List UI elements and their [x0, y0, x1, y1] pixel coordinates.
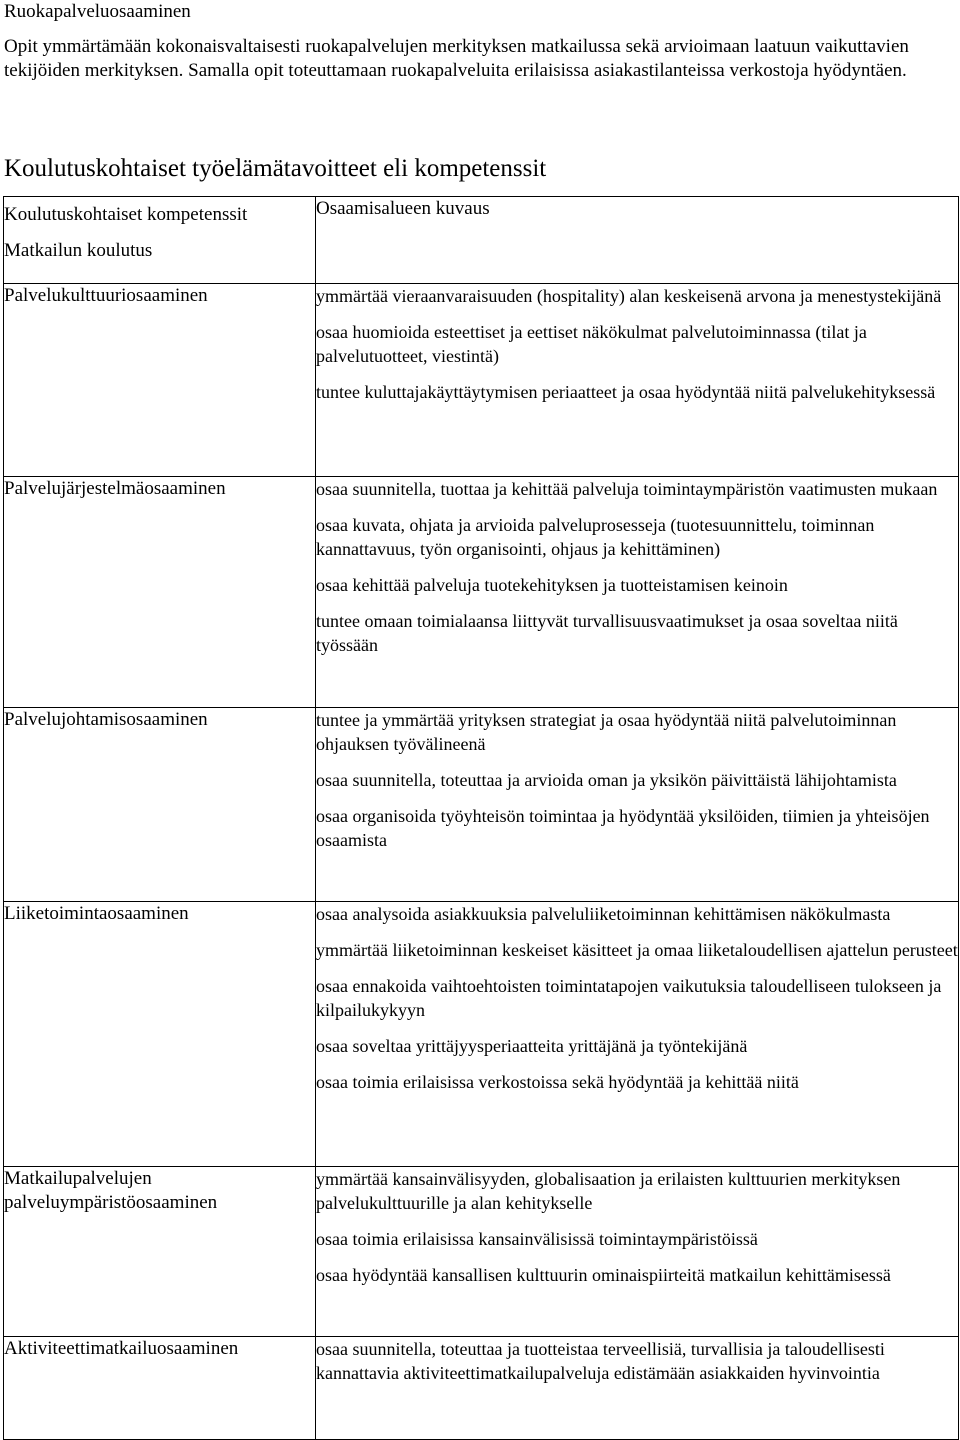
- competence-descriptions: [316, 1337, 959, 1440]
- competence-name: Palvelujohtamisosaaminen: [4, 708, 316, 902]
- section-heading: Koulutuskohtaiset työelämätavoitteet eli kompetenssit: [4, 155, 547, 182]
- competence-name: Matkailupalvelujen palveluympäristöosaaminen: [4, 1167, 316, 1337]
- competence-descriptions: [316, 708, 959, 902]
- table-row: [4, 708, 959, 902]
- description-item: osaa suunnitella, toteuttaa ja arvioida oman ja yksikön päivittäistä lähijohtamista: [316, 770, 897, 790]
- description-item: tuntee ja ymmärtää yrityksen strategiat ja osaa hyödyntää niitä palvelutoiminnan ohjauksen työvälineenä: [316, 710, 897, 754]
- description-item: osaa kehittää palveluja tuotekehityksen ja tuotteistamisen keinoin: [316, 575, 788, 595]
- table-row: [4, 1337, 959, 1440]
- description-item: osaa kuvata, ohjata ja arvioida palveluprosesseja (tuotesuunnittelu, toiminnan kannattavuus, työn organisointi, ohjaus ja kehittäminen): [316, 515, 875, 559]
- description-item: osaa hyödyntää kansallisen kulttuurin ominaispiirteitä matkailun kehittämisessä: [316, 1265, 891, 1285]
- competence-name: Aktiviteettimatkailuosaaminen: [4, 1337, 316, 1440]
- table-row: [4, 1167, 959, 1337]
- description-item: osaa huomioida esteettiset ja eettiset näkökulmat palvelutoiminnassa (tilat ja palvelutuotteet, viestintä): [316, 322, 867, 366]
- table-row: [4, 902, 959, 1167]
- table-row: [4, 477, 959, 708]
- competence-name: Liiketoimintaosaaminen: [4, 902, 316, 1167]
- header-competences-label: Koulutuskohtaiset kompetenssit: [4, 204, 248, 225]
- description-item: ymmärtää kansainvälisyyden, globalisaation ja erilaisten kulttuurien merkityksen palvelukulttuurille ja alan kehitykselle: [316, 1169, 901, 1213]
- competence-descriptions: [316, 902, 959, 1167]
- header-education-label: Matkailun koulutus: [4, 240, 153, 261]
- description-item: osaa organisoida työyhteisön toimintaa ja hyödyntää yksilöiden, tiimien ja yhteisöjen osaamista: [316, 806, 930, 850]
- competence-descriptions: [316, 477, 959, 708]
- competence-name: Palvelujärjestelmäosaaminen: [4, 477, 316, 708]
- description-item: osaa ennakoida vaihtoehtoisten toimintatapojen vaikutuksia taloudelliseen tulokseen ja kilpailukykyyn: [316, 976, 942, 1020]
- header-description-label: Osaamisalueen kuvaus: [316, 197, 959, 284]
- competence-name: Palvelukulttuuriosaaminen: [4, 284, 316, 477]
- page-title: Ruokapalveluosaaminen: [4, 1, 191, 22]
- description-item: osaa toimia erilaisissa verkostoissa sekä hyödyntää ja kehittää niitä: [316, 1072, 799, 1092]
- description-item: osaa suunnitella, tuottaa ja kehittää palveluja toimintaympäristön vaatimusten mukaan: [316, 479, 938, 499]
- intro-paragraph: Opit ymmärtämään kokonaisvaltaisesti ruokapalvelujen merkityksen matkailussa sekä arvioimaan laatuun vaikuttavien tekijöiden merkityksen. Samalla opit toteuttamaan ruokapalveluita erilaisissa asiakastilanteissa verkostoja hyödyntäen.: [4, 36, 909, 81]
- competence-table: [3, 196, 959, 1440]
- description-item: osaa analysoida asiakkuuksia palveluliiketoiminnan kehittämisen näkökulmasta: [316, 904, 891, 924]
- table-header-row: [4, 197, 959, 284]
- competence-descriptions: [316, 284, 959, 477]
- description-item: tuntee kuluttajakäyttäytymisen periaatteet ja osaa hyödyntää niitä palvelukehityksessä: [316, 382, 936, 402]
- description-item: tuntee omaan toimialaansa liittyvät turvallisuusvaatimukset ja osaa soveltaa niitä työssään: [316, 611, 898, 655]
- table-row: [4, 284, 959, 477]
- description-item: osaa toimia erilaisissa kansainvälisissä toimintaympäristöissä: [316, 1229, 758, 1249]
- description-item: osaa suunnitella, toteuttaa ja tuotteistaa terveellisiä, turvallisia ja taloudellisesti kannattavia aktiviteettimatkailupalveluja edistämään asiakkaiden hyvinvointia: [316, 1339, 885, 1383]
- description-item: ymmärtää liiketoiminnan keskeiset käsitteet ja omaa liiketaloudellisen ajattelun perusteet: [316, 940, 958, 960]
- competence-descriptions: [316, 1167, 959, 1337]
- description-item: osaa soveltaa yrittäjyysperiaatteita yrittäjänä ja työntekijänä: [316, 1036, 748, 1056]
- header-left-cell: [4, 197, 316, 284]
- description-item: ymmärtää vieraanvaraisuuden (hospitality) alan keskeisenä arvona ja menestystekijänä: [316, 286, 942, 306]
